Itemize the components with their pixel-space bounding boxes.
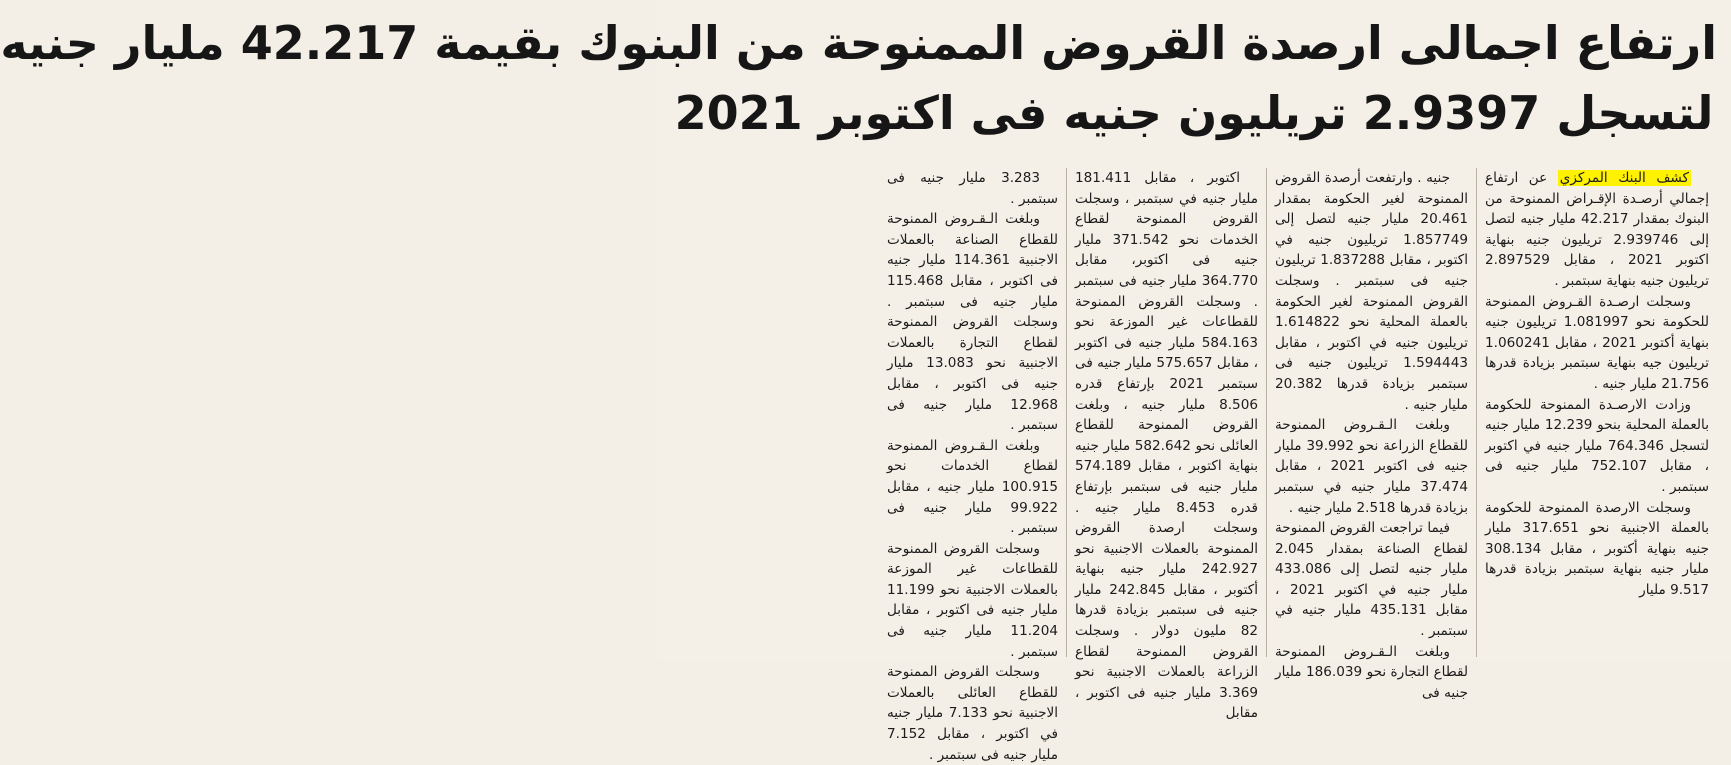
paragraph: اكتوبر ، مقابل 181.411 مليار جنيه في سبتمبر ، وسجلت القروض الممنوحة لقطاع الخدمات نحو 371.542 مليار جنيه فى اكتوبر، مقابل 364.770 مليار جنيه فى سبتمبر . وسجلت القروض الممنوحة للقطاعات غير الموزعة نحو 584.163 مليار جنيه فى اكتوبر ، مقابل 575.657 مليار جنيه فى سبتمبر 2021 بإرتفاع قدره 8.506 مليار جنيه ، وبلغت القروض الممنوحة للقطاع العائلى نحو 582.642 مليار جنيه بنهاية اكتوبر ، مقابل 574.189 مليار جنيه فى سبتمبر بإرتفاع قدره 8.453 مليار جنيه . وسجلت ارصدة القروض الممنوحة بالعملات الاجنبية نحو 242.927 مليار جنيه بنهاية أكتوبر ، مقابل 242.845 مليار جنيه فى سبتمبر بزيادة قدرها 82 مليون دولار . وسجلت القروض الممنوحة لقطاع الزراعة بالعملات الاجنبية نحو 3.369 مليار جنيه فى اكتوبر ، مقابل	[1075, 170, 1258, 722]
paragraph: جنيه . وارتفعت أرصدة القروض الممنوحة لغير الحكومة بمقدار 20.461 مليار جنيه لتصل إلى 1.857749 تريليون جنيه في اكتوبر ، مقابل 1.837288 تريليون جنيه فى سبتمبر . وسجلت القروض الممنوحة لغير الحكومة بالعملة المحلية نحو 1.614822 تريليون جنيه في اكتوبر ، مقابل 1.594443 تريليون جنيه فى سبتمبر بزيادة قدرها 20.382 مليار جنيه .	[1275, 170, 1468, 413]
paragraph	[1485, 168, 1709, 292]
paragraph: وبلغت الـقـروض الممنوحة لقطاع الخدمات نحو 100.915 مليار جنيه ، مقابل 99.922 مليار جنيه فى سبتمبر .	[887, 437, 1058, 537]
paragraph: وبلغت الـقـروض الممنوحة للقطاع الزراعة نحو 39.992 مليار جنيه فى اكتوبر 2021 ، مقابل 37.474 مليار جنيه في سبتمبر بزيادة قدرها 2.518 مليار جنيه .	[1275, 417, 1468, 516]
paragraph: وزادت الارصـدة الممنوحة للحكومة بالعملة المحلية بنحو 12.239 مليار جنيه لتسجل 764.346 مليار جنيه في اكتوبر ، مقابل 752.107 مليار جنيه فى سبتمبر .	[1485, 396, 1709, 495]
paragraph: وسجلت الارصدة الممنوحة للحكومة بالعملة الاجنبية نحو 317.651 مليار جنيه بنهاية أكتوبر ، مقابل 308.134 مليار جنيه بنهاية سبتمبر بزيادة قدرها 9.517 مليار	[1485, 499, 1709, 598]
article-column-1	[1477, 168, 1717, 657]
headline	[0, 8, 1717, 158]
paragraph: وسجلت ارصـدة القـروض الممنوحة للحكومة نحو 1.081997 تريليون جنيه بنهاية أكتوبر 2021 ، مقابل 1.060241 تريليون جيه بنهاية سبتمبر بزيادة قدرها 21.756 مليار جنيه .	[1485, 293, 1709, 392]
paragraph: وبلغت الـقـروض الممنوحة للقطاع الصناعة بالعملات الاجنبية 114.361 مليار جنيه فى اكتوبر ، مقابل 115.468 مليار جنيه فى سبتمبر . وسجلت القروض الممنوحة لقطاع التجارة بالعملات الاجنبية نحو 13.083 مليار جنيه فى اكتوبر ، مقابل 12.968 مليار جنيه فى سبتمبر .	[887, 211, 1058, 434]
article-columns	[669, 168, 1717, 763]
article-column-3	[1067, 168, 1267, 722]
paragraph: 3.283 مليار جنيه فى سبتمبر .	[887, 170, 1058, 207]
highlighted-source: كشف البنك المركزي	[1559, 170, 1689, 186]
article-column-2	[1267, 168, 1477, 701]
paragraph: فيما تراجعت القروض الممنوحة لقطاع الصناعة بمقدار 2.045 مليار جنيه لتصل إلى 433.086 مليار جنيه في اكتوبر 2021 ، مقابل 435.131 مليار جنيه في سبتمبر .	[1275, 520, 1468, 640]
paragraph: وسجلت القروض الممنوحة للقطاع العائلى بالعملات الاجنبية نحو 7.133 مليار جنيه في اكتوبر ، مقابل 7.152 مليار جنيه فى سبتمبر .	[887, 664, 1058, 763]
paragraph: وبلغت الـقـروض الممنوحة لقطاع التجارة نحو 186.039 مليار جنيه فى	[1275, 643, 1468, 701]
article-column-4	[879, 168, 1067, 763]
headline-line-1: ارتفاع اجمالى ارصدة القروض الممنوحة من البنوك بقيمة 42.217 مليار جنيه	[0, 16, 1717, 70]
headline-line-2: لتسجل 2.9397 تريليون جنيه فى اكتوبر 2021	[674, 86, 1714, 140]
paragraph-text: عن ارتفاع إجمالي أرصـدة الإقـراض الممنوحة من البنوك بمقدار 42.217 مليار جنيه لتصل إلى 2.939746 تريليون جنيه بنهاية اكتوبر 2021 ، مقابل 2.897529 تريليون جنيه بنهاية سبتمبر .	[1485, 170, 1709, 289]
paragraph: وسجلت القروض الممنوحة للقطاعات غير الموزعة بالعملات الاجنبية نحو 11.199 مليار جنيه فى اكتوبر ، مقابل 11.204 مليار جنيه فى سبتمبر .	[887, 540, 1058, 660]
